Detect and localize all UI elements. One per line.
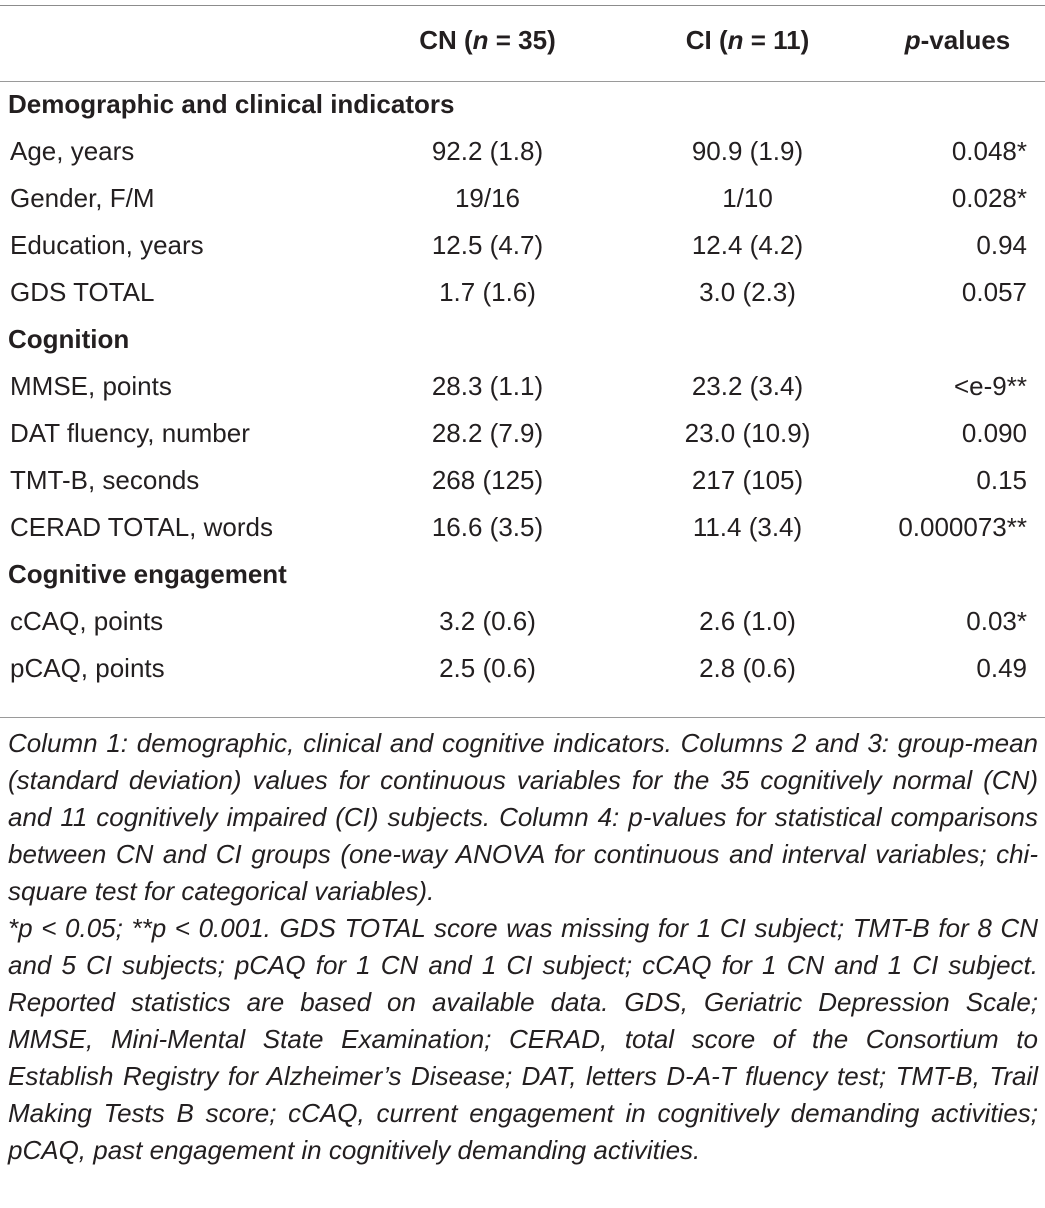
p-value: 0.15 (976, 465, 1027, 495)
cn-value: 28.3 (1.1) (431, 371, 544, 401)
p-value: 0.49 (976, 653, 1027, 683)
table-row (0, 598, 1045, 645)
header-col-indicator (0, 0, 350, 81)
ci-value: 90.9 (1.9) (691, 136, 804, 166)
row-label: DAT fluency, number (10, 418, 250, 448)
table-bottom-rule (0, 717, 1045, 718)
p-value: 0.03* (966, 606, 1027, 636)
section-header-row (0, 551, 1045, 598)
row-label: Education, years (10, 230, 204, 260)
p-value: <e-9** (954, 371, 1027, 401)
table-row (0, 269, 1045, 316)
row-label: CERAD TOTAL, words (10, 512, 273, 542)
row-label: pCAQ, points (10, 653, 165, 683)
footnote-abbreviations: *p < 0.05; **p < 0.001. GDS TOTAL score was missing for 1 CI subject; TMT-B for 8 CN and 5 CI subjects; pCAQ for 1 CN and 1 CI subject; cCAQ for 1 CN and 1 CI subject. Reported statistics are based on available data. GDS, Geriatric Depression Scale; MMSE, Mini-Mental State Examination; CERAD, total score of the Consortium to Establish Registry for Alzheimer’s Disease; DAT, letters D-A-T fluency test; TMT-B, Trail Making Tests B score; cCAQ, current engagement in cognitively demanding activities; pCAQ, past engagement in cognitively demanding activities. (8, 913, 1038, 1165)
p-value: 0.94 (976, 230, 1027, 260)
table-row (0, 363, 1045, 410)
p-value: 0.028* (951, 183, 1027, 213)
header-col-ci: CI (n = 11) (685, 25, 810, 55)
ci-value: 3.0 (2.3) (699, 277, 796, 307)
ci-value: 2.6 (1.0) (699, 606, 796, 636)
cn-value: 268 (125) (431, 465, 544, 495)
table-row (0, 645, 1045, 692)
row-label: Gender, F/M (10, 183, 155, 213)
ci-value: 11.4 (3.4) (692, 512, 803, 542)
ci-value: 23.2 (3.4) (691, 371, 804, 401)
table-row (0, 410, 1045, 457)
p-value: 0.090 (961, 418, 1027, 448)
ci-value: 12.4 (4.2) (691, 230, 804, 260)
cn-value: 28.2 (7.9) (431, 418, 544, 448)
row-label: TMT-B, seconds (10, 465, 200, 495)
p-value: 0.000073** (898, 512, 1027, 542)
table-header-row (0, 0, 1045, 81)
ci-value: 1/10 (722, 183, 773, 213)
footnote-columns: Column 1: demographic, clinical and cognitive indicators. Columns 2 and 3: group-mean (standard deviation) values for continuous variables for the 35 cognitively normal (CN) and 11 cognitively impaired (CI) subjects. Column 4: p-values for statistical comparisons between CN and CI groups (one-way ANOVA for continuous and interval variables; chi-square test for categorical variables). (8, 728, 1038, 906)
table-row (0, 457, 1045, 504)
cn-value: 2.5 (0.6) (439, 653, 536, 683)
section-header-row (0, 81, 1045, 128)
header-col-pvalues: p-values (904, 25, 1011, 55)
ci-value: 23.0 (10.9) (684, 418, 811, 448)
section-title: Cognition (8, 324, 130, 354)
cn-value: 19/16 (454, 183, 521, 213)
ci-value: 217 (105) (691, 465, 804, 495)
row-label: Age, years (10, 136, 135, 166)
p-value: 0.048* (951, 136, 1027, 166)
cn-value: 12.5 (4.7) (431, 230, 544, 260)
section-title: Cognitive engagement (8, 559, 287, 589)
table-row (0, 128, 1045, 175)
cn-value: 92.2 (1.8) (431, 136, 544, 166)
row-label: cCAQ, points (10, 606, 164, 636)
ci-value: 2.8 (0.6) (699, 653, 796, 683)
row-label: MMSE, points (10, 371, 172, 401)
section-header-row (0, 316, 1045, 363)
table-row (0, 175, 1045, 222)
cn-value: 16.6 (3.5) (431, 512, 544, 542)
table-row (0, 222, 1045, 269)
table-row (0, 504, 1045, 551)
header-col-cn: CN (n = 35) (419, 25, 556, 55)
p-value: 0.057 (961, 277, 1027, 307)
row-label: GDS TOTAL (10, 277, 155, 307)
cn-value: 1.7 (1.6) (439, 277, 536, 307)
table-footnotes (8, 725, 1038, 1169)
cn-value: 3.2 (0.6) (439, 606, 536, 636)
section-title: Demographic and clinical indicators (8, 89, 455, 119)
